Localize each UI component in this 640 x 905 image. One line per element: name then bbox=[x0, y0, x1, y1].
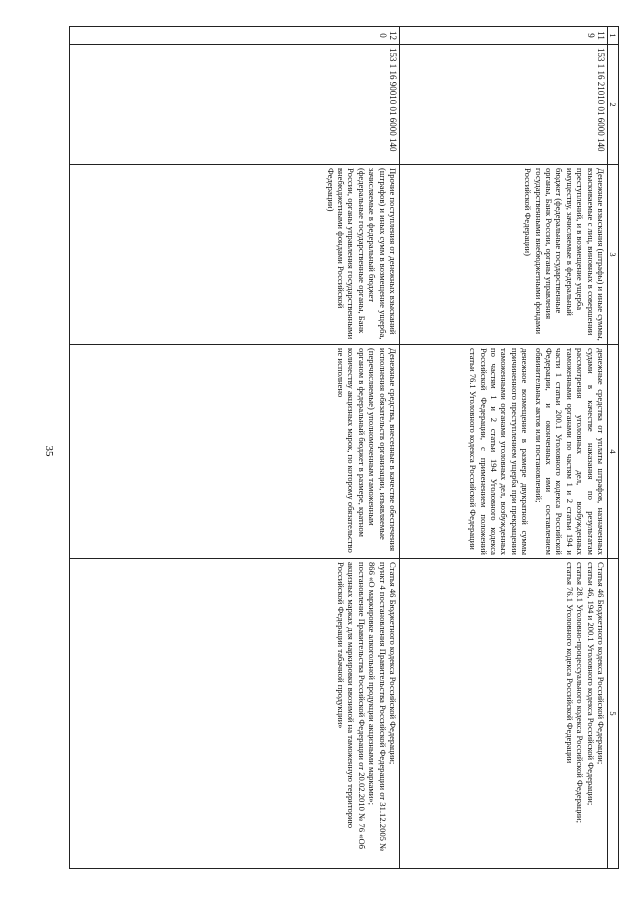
header-cell: 1 bbox=[608, 27, 619, 45]
income-description bbox=[70, 345, 400, 559]
budget-code: 153 1 16 90010 01 6000 140 bbox=[70, 45, 400, 165]
description-paragraph: Денежные средства, внесенные в качестве обеспечения исполнения обязательств организации, изъявляемые (перечисляемые) уполномоченным таможенным органом в федеральный бюджет в размере, кратном количеству акцизных марок, по которому обязательство не исполнено bbox=[335, 348, 398, 553]
description-paragraph: денежные средства от уплаты штрафов, назначенных судами в качестве наказания по результатам рассмотрения уголовных дел, возбужденных таможенными органами по частям 1 и 2 статьи 194 и части 1 статьи 200.1 Уголовного кодекса Российской Федерации, и оконченных ими составлением обвинительных актов или постановлений; bbox=[533, 348, 606, 555]
header-cell: 2 bbox=[608, 45, 619, 165]
legal-basis bbox=[400, 559, 608, 869]
table-row bbox=[70, 27, 400, 869]
row-number: 119 bbox=[400, 27, 608, 45]
budget-code: 153 1 16 21010 01 6000 140 bbox=[400, 45, 608, 165]
header-cell: 3 bbox=[608, 165, 619, 345]
legal-basis-line: постановление Правительства Российской Федерации от 20.02.2010 № 76 «Об акцизных марках для маркировки ввозимой на таможенную территорию Российской Федерации табачной продукции» bbox=[335, 562, 367, 850]
page-number: 35 bbox=[43, 445, 55, 457]
legal-basis-line: статьи 46, 194 и 200.1 Уголовного кодекса Российской Федерации; bbox=[585, 562, 596, 806]
income-description bbox=[400, 345, 608, 559]
header-cell: 4 bbox=[608, 345, 619, 559]
legal-basis-line: статья 76.1 Уголовного кодекса Российской Федерации bbox=[564, 562, 575, 764]
legal-basis-line: пункт 4 постановления Правительства Российской Федерации от 31.12.2005 № 866 «О маркировке алкогольной продукции акцизными марками»; bbox=[367, 562, 388, 852]
legal-basis-line: статья 28.1 Уголовно-процессуального кодекса Российской Федерации; bbox=[575, 562, 586, 824]
rotated-page-content bbox=[64, 26, 619, 868]
legal-basis-line: Статья 46 Бюджетного кодекса Российской Федерации; bbox=[596, 562, 606, 765]
legal-basis-line: Статья 46 Бюджетного кодекса Российской Федерации; bbox=[388, 562, 398, 765]
legal-basis bbox=[70, 559, 400, 869]
header-cell: 5 bbox=[608, 559, 619, 869]
header-row bbox=[608, 27, 619, 869]
table-row bbox=[400, 27, 608, 869]
income-name: Прочие поступления от денежных взысканий (штрафов) и иных сумм в возмещение ущерба, зачисляемые в федеральный бюджет (федеральные государственные органы, Банк России, органы управления государственными внебюджетными фондами Российской Федерации) bbox=[70, 165, 400, 345]
row-number: 120 bbox=[70, 27, 400, 45]
description-paragraph: денежное возмещение в размере двукратной суммы причиненного преступлением ущерба при прекращении таможенными органами уголовных дел, возбужденных по частям 1 и 2 статьи 194 Уголовного кодекса Российской Федерации, с применением положений статьи 76.1 Уголовного кодекса Российской Федерации bbox=[468, 348, 531, 555]
codes-table bbox=[69, 26, 619, 869]
income-name: Денежные взыскания (штрафы) и иные суммы, взыскиваемые с лиц, виновных в совершении преступлений, и в возмещение ущерба имуществу, зачисляемые в федеральный бюджет (федеральные государственные органы, Банк России, органы управления государственными внебюджетными фондами Российской Федерации) bbox=[400, 165, 608, 345]
